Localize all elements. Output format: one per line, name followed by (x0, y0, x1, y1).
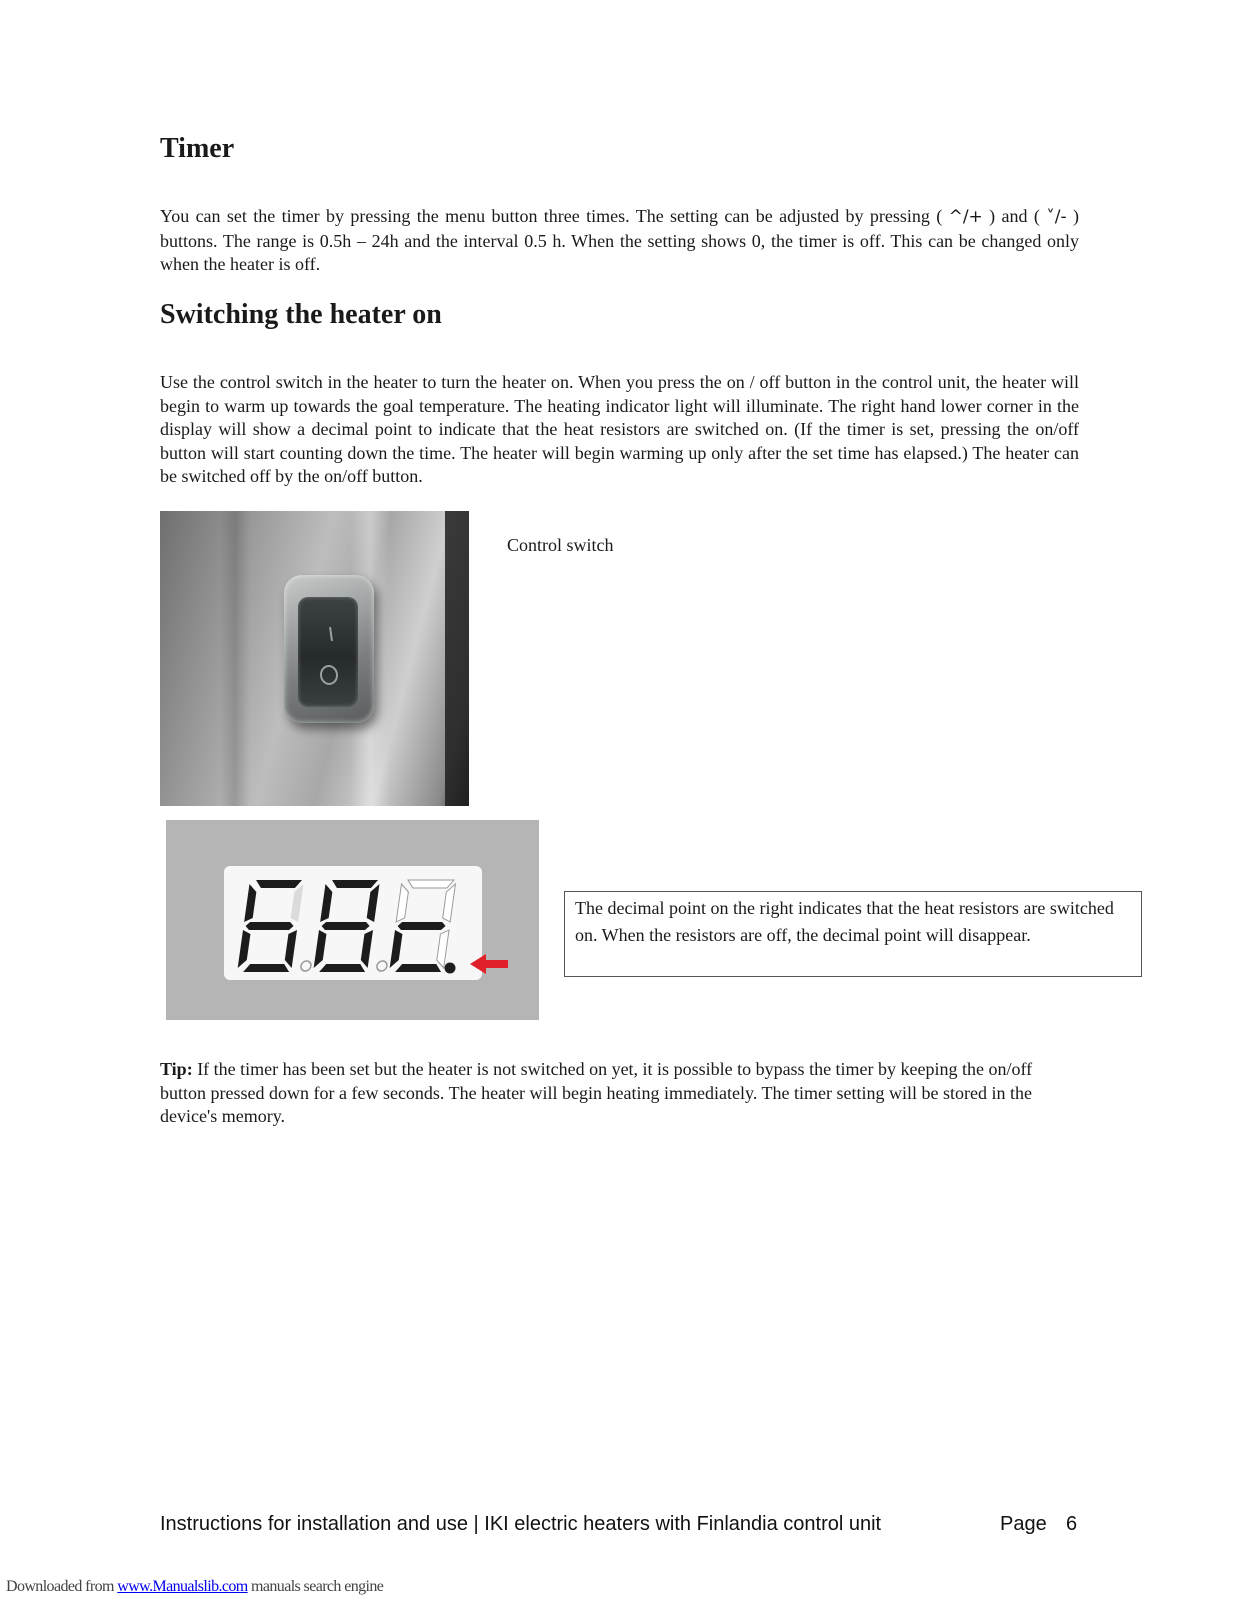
led-digit-1 (237, 880, 304, 972)
rocker-switch (298, 597, 358, 707)
timer-text-2: ) and ( (989, 206, 1040, 226)
up-plus-symbol: ^/+ (948, 207, 983, 227)
switch-on-mark-icon (329, 627, 333, 641)
down-minus-symbol: ˅/- (1046, 207, 1067, 227)
red-arrow-icon (470, 952, 510, 976)
rocker-switch-housing (284, 575, 374, 723)
led-digit-3 (389, 880, 456, 972)
timer-paragraph (160, 205, 1079, 277)
led-digit-2 (313, 880, 380, 972)
download-suffix: manuals search engine (247, 1578, 384, 1595)
switch-off-mark-icon (319, 664, 340, 686)
download-source-line (6, 1578, 383, 1596)
led-display-figure (166, 820, 539, 1020)
control-switch-photo (160, 511, 469, 806)
led-digits-svg (224, 866, 482, 980)
control-switch-caption: Control switch (507, 535, 614, 555)
manualslib-link[interactable]: www.Manualslib.com (117, 1578, 248, 1595)
decimal-point-note: The decimal point on the right indicates that the heat resistors are switched on. When the resistors are off, the decimal point will disappear. (564, 891, 1142, 977)
led-display-window (224, 866, 482, 980)
switching-paragraph: Use the control switch in the heater to turn the heater on. When you press the on / off button in the control unit, the heater will begin to warm up towards the goal temperature. The heating indicator light will illuminate. The right hand lower corner in the display will show a decimal point to indicate that the heat resistors are switched on. (If the timer is set, pressing the on/off button will start counting down the time. The heater will begin warming up only after the set time has elapsed.) The heater can be switched off by the on/off button. (160, 372, 1079, 486)
timer-text-1: You can set the timer by pressing the menu button three times. The setting can be adjusted by pressing ( (160, 206, 943, 226)
tip-paragraph (160, 1058, 1070, 1129)
decimal-point-indicator (445, 963, 456, 974)
heading-timer: Timer (160, 133, 235, 164)
download-prefix: Downloaded from (6, 1578, 118, 1595)
tip-label: Tip: (160, 1059, 193, 1079)
footer-title: Instructions for installation and use | IKI electric heaters with Finlandia control unit (160, 1513, 882, 1535)
tip-text: If the timer has been set but the heater is not switched on yet, it is possible to bypass the timer by keeping the on/off button pressed down for a few seconds. The heater will begin heating immediately. The timer setting will be stored in the device's memory. (160, 1059, 1033, 1126)
footer-page-number: 6 (1066, 1513, 1078, 1535)
timer-text-3: ) buttons. The range is 0.5h – 24h and the interval 0.5 h. When the setting shows 0, the timer is off. This can be changed only when the heater is off. (160, 206, 1080, 274)
footer-page-label: Page (1000, 1513, 1047, 1535)
heading-switching: Switching the heater on (160, 299, 442, 330)
